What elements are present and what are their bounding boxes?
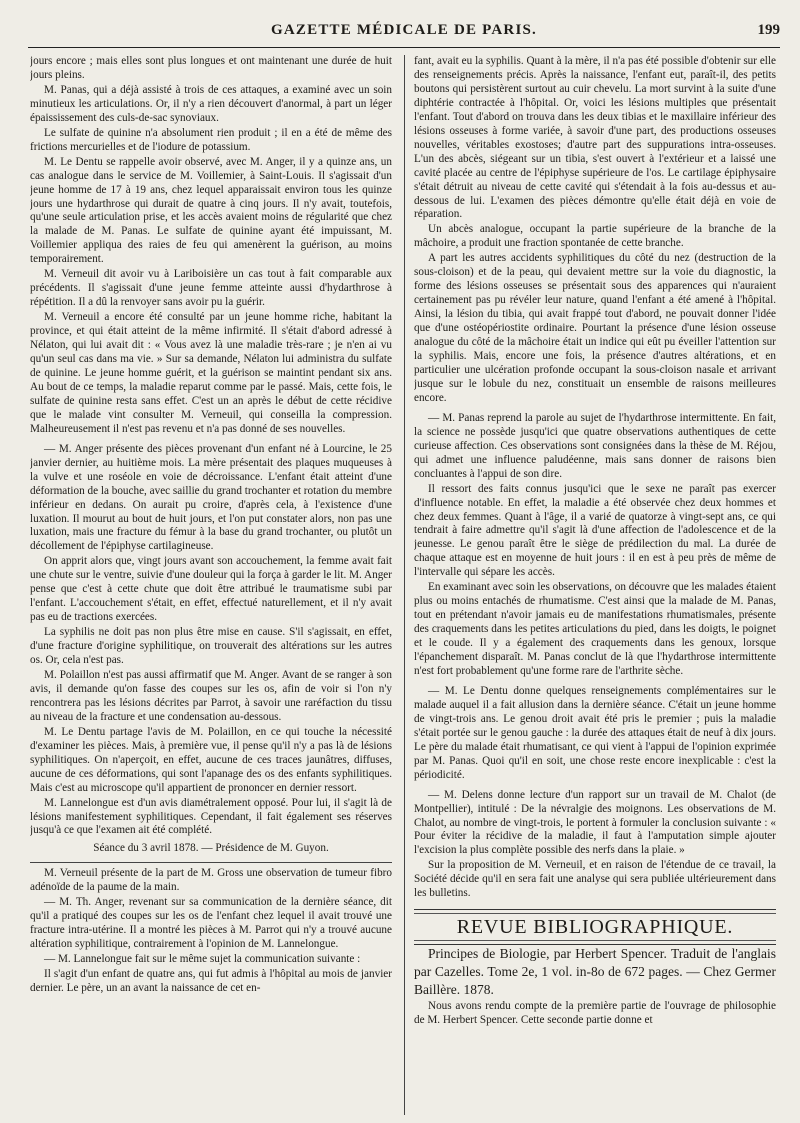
- journal-title: GAZETTE MÉDICALE DE PARIS.: [271, 22, 537, 38]
- paragraph: Un abcès analogue, occupant la partie supérieure de la branche de la mâchoire, a produit une fraction spontanée de cette branche.: [414, 223, 776, 250]
- paragraph: M. Le Dentu partage l'avis de M. Polaillon, en ce qui touche la nécessité d'examiner les pièces. Mais, à première vue, il pense qu'il n'y a pas là de lésions syphilitiques. On n'aperçoit, en effet, aucune de ces traces jaunâtres, diffuses, aucune de ces déformations, qui sont l'apanage des os des enfants syphilitiques. Mais c'est au microscope qu'il appartient de prononcer en dernier ressort.: [30, 725, 392, 794]
- paragraph: Il ressort des faits connus jusqu'ici que le sexe ne paraît pas exercer d'influence notable. En effet, la maladie a été observée chez deux hommes et chez deux femmes. Quant à l'âge, il a varié de quatorze à vingt-sept ans, ce qui tendrait à faire admettre qu'il s'agit là d'une affection de l'adolescence et de la jeunesse. Le genou paraît être le siège de prédilection du mal. La durée de chaque attaque est en moyenne de huit jours : il en est à peu près de même de l'intervalle qui sépare les accès.: [414, 482, 776, 579]
- paragraph: En examinant avec soin les observations, on découvre que les malades étaient plus ou moins entachés de rhumatisme. C'est ainsi que la malade de M. Panas, tout en prétendant n'avoir jamais eu de manifestations rhumatismales, présente des craquements dans les petites articulations du pied, dans les doigts, le poignet et le coude. Il y a également des craquements dans les genoux, lorsque l'épanchement disparaît. M. Panas conclut de là que l'hydarthrose intermittente n'est fort probablement qu'une forme rare de l'arthrite sèche.: [414, 581, 776, 677]
- paragraph: Le sulfate de quinine n'a absolument rien produit ; il en a été de même des frictions mercurielles et de l'iodure de potassium.: [30, 126, 392, 153]
- paragraph: Il s'agit d'un enfant de quatre ans, qui fut admis à l'hôpital au mois de janvier dernier. Le père, un an avant la naissance de cet en-: [30, 968, 392, 994]
- review-paragraph: Nous avons rendu compte de la première partie de l'ouvrage de philosophie de M. Herbert Spencer. Cette seconde partie donne et: [414, 1000, 776, 1027]
- paragraph: M. Verneuil dit avoir vu à Lariboisière un cas tout à fait comparable aux précédents. Il s'agissait d'une jeune femme atteinte aussi d'hydarthrose à répétition. Il a dû la renvoyer sans avoir pu la guérir.: [30, 268, 392, 309]
- left-column: [30, 55, 392, 1115]
- paragraph: — M. Delens donne lecture d'un rapport sur un travail de M. Chalot (de Montpellier), intitulé : De la névralgie des moignons. Les observations de M. Chalot, au nombre de vingt-trois, le portent à formuler la conclusion suivante : « Pour éviter la récidive de la maladie, il faut à l'amputation simple ajouter l'excision la plus complète possible des nerfs dans la plaie. »: [414, 788, 776, 857]
- paragraph: M. Verneuil a encore été consulté par un jeune homme riche, habitant la province, et qui était atteint de la même infirmité. Il s'était d'abord adressé à Nélaton, qui lui avait dit : « Vous avez là une maladie très-rare ; je n'en ai vu qu'un seul cas dans ma vie. » Sur sa demande, Nélaton lui administra du sulfate de quinine. Le jeune homme guérit, et la guérison se maintint pendant six ans. Au bout de ce temps, la maladie reparut comme par le passé. Mais, cette fois, le sulfate de quinine resta sans effet. C'est un an après le début de cette récidive que le malade vint consulter M. Verneuil, qui conseilla la compression. Malheureusement il n'est pas revenu et n'a pas donné de ses nouvelles.: [30, 311, 392, 435]
- paragraph: fant, avait eu la syphilis. Quant à la mère, il n'a pas été possible d'obtenir sur elle des renseignements précis. Après la naissance, l'enfant eut, paraît-il, des petits boutons qui persistèrent surtout au cuir chevelu. La mort survint à la suite d'une diphtérie contractée à l'hôpital. Or, voici les lésions multiples que présentait l'enfant. Tout d'abord on trouva dans les deux tibias et le maxillaire inférieur des lésions osseuses à forme variée, à savoir d'une part, des productions osseuses nouvelles, véritables exostoses; d'autre part des suppurations intra-osseuses. L'un des abcès, siégeant sur un tibia, s'est ouvert à l'extérieur et a laissé une cavité placée au centre de l'épiphyse supérieure de l'os. Le cartilage épiphysaire s'était détruit au niveau de cette cavité qui s'étendait à la fois au-dessus et au-dessous de lui. L'examen des pièces démontre qu'elle était déjà en voie de réparation.: [414, 55, 776, 221]
- paragraph: M. Panas, qui a déjà assisté à trois de ces attaques, a examiné avec un soin minutieux les articulations. Or, il n'y a rien découvert d'anormal, à part un léger épaississement des culs-de-sac synoviaux.: [30, 83, 392, 124]
- paragraph: M. Le Dentu se rappelle avoir observé, avec M. Anger, il y a quinze ans, un cas analogue dans le service de M. Voillemier, à Saint-Louis. Il s'agissait d'un jeune homme de 17 à 19 ans, chez lequel apparaissait environ tous les quinze jours une hydarthrose qui durait de quatre à cinq jours. Il n'y avait, toutefois, qu'une seule articulation prise, et les accès avaient moins de régularité que chez la malade de M. Panas. Le sulfate de quinine ayant été impuissant, M. Voillemier appliqua des raies de feu qui amenèrent la guérison, au moins temporairement.: [30, 155, 392, 266]
- paragraph: — M. Anger présente des pièces provenant d'un enfant né à Lourcine, le 25 janvier dernier, au huitième mois. La mère présentait des plaques muqueuses à la vulve et une roséole en voie de décroissance. L'enfant était atteint d'une déformation de la bouche, avec saillie du grand trochanter et rotation du membre inférieur en dedans. On aurait pu croire, d'après cela, à l'existence d'une luxation. Il mourut au bout de huit jours, et l'on put constater alors, non pas une luxation, mais une fracture du fémur à la base du grand trochanter, ou plutôt un décollement de l'épiphyse cartilagineuse.: [30, 442, 392, 553]
- review-heading: Principes de Biologie, par Herbert Spencer. Traduit de l'anglais par Cazelles. Tome 2e, 1 vol. in-8o de 672 pages. — Chez Germer Baillère. 1878.: [414, 946, 776, 998]
- column-divider: [404, 55, 405, 1115]
- section-title-box: [414, 909, 776, 945]
- paragraph: M. Lannelongue est d'un avis diamétralement opposé. Pour lui, il s'agit là de lésions manifestement syphilitiques. Cependant, il fait également ses réserves jusqu'à ce que l'examen ait été complété.: [30, 796, 392, 837]
- paragraph: — M. Panas reprend la parole au sujet de l'hydarthrose intermittente. En fait, la science ne possède jusqu'ici que quatre observations authentiques de cette curieuse affection. Ces observations sont consignées dans la thèse de M. Réjou, qui admet une influence paludéenne, mais sans donner de raisons bien concluantes à l'appui de son dire.: [414, 411, 776, 480]
- section-title: REVUE BIBLIOGRAPHIQUE.: [414, 913, 776, 941]
- paragraph: La syphilis ne doit pas non plus être mise en cause. S'il s'agissait, en effet, d'une fracture d'origine syphilitique, on trouverait des altérations sur les autres os. Or, cela n'est pas.: [30, 626, 392, 667]
- header-rule: [28, 47, 780, 48]
- page-number: 199: [757, 22, 780, 38]
- paragraph: M. Polaillon n'est pas aussi affirmatif que M. Anger. Avant de se ranger à son avis, il demande qu'on fasse des coupes sur les os, afin de voir si l'on n'y rencontrera pas les lésions décrites par Parrot, à savoir une raréfaction du tissu au niveau de la fracture et une condensation au-dessous.: [30, 668, 392, 723]
- paragraph: A part les autres accidents syphilitiques du côté du nez (destruction de la sous-cloison) et de la peau, qui devaient mettre sur la voie du diagnostic, la forme des lésions osseuses se présentait sous des apparences qui n'auraient certainement pas pu révéler leur nature, quand l'enfant a été amené à l'hôpital. Ainsi, la lésion du tibia, qui avait frappé tout d'abord, ne pouvait donner l'idée que d'une ostéopériostite ordinaire. Pourtant la présence d'une lésion osseuse analogue du côté de la mâchoire était un indice qui eût pu éveiller l'attention sur la syphilis. Mais, encore une fois, la présence d'autres altérations, et en particulier une ulcération profonde occupant la sous-cloison nasale et arrivant jusque sur le lobule du nez, constituait un ensemble de raisons meilleures encore.: [414, 252, 776, 404]
- paragraph: On apprit alors que, vingt jours avant son accouchement, la femme avait fait une chute sur le ventre, suivie d'une douleur qui la força à garder le lit. M. Anger pense que c'est à cette chute que doit être attribué le traumatisme subi par l'enfant. L'accouchement s'était, en effet, effectué naturellement, et il n'y avait pas eu de tractions exercées.: [30, 555, 392, 624]
- right-column: [414, 55, 776, 1115]
- paragraph: — M. Lannelongue fait sur le même sujet la communication suivante :: [44, 953, 361, 966]
- paragraph: — M. Le Dentu donne quelques renseignements complémentaires sur le malade auquel il a fait allusion dans la dernière séance. C'était un jeune homme de vingt-trois ans. Le genou droit avait été pris le premier ; puis la maladie s'était portée sur le genou gauche : la durée des attaques était de neuf à dix jours. Le père du malade était rhumatisant, ce qui vient à l'appui de l'opinion exprimée par M. Panas. Quoi qu'il en soit, une chose reste encore inexplicable : c'est la périodicité.: [414, 684, 776, 781]
- paragraph: — M. Th. Anger, revenant sur sa communication de la dernière séance, dit qu'il a pratiqué des coupes sur les os de l'enfant chez lequel il avait trouvé une fracture intra-utérine. Il a montré les pièces à M. Parrot qui n'y a trouvé aucune altération syphilitique, contrairement à l'opinion de M. Lannelongue.: [30, 896, 392, 951]
- paragraph: Sur la proposition de M. Verneuil, et en raison de l'étendue de ce travail, la Société décide qu'il en sera fait une analyse qui sera publiée ultérieurement dans les bulletins.: [414, 859, 776, 900]
- session-heading: Séance du 3 avril 1878. — Présidence de M. Guyon.: [93, 842, 329, 855]
- paragraph: M. Verneuil présente de la part de M. Gross une observation de tumeur fibro adénoïde de la paume de la main.: [30, 867, 392, 894]
- page-header: [28, 20, 780, 46]
- paragraph: jours encore ; mais elles sont plus longues et ont maintenant une durée de huit jours pleins.: [30, 55, 392, 81]
- section-divider: [30, 862, 392, 863]
